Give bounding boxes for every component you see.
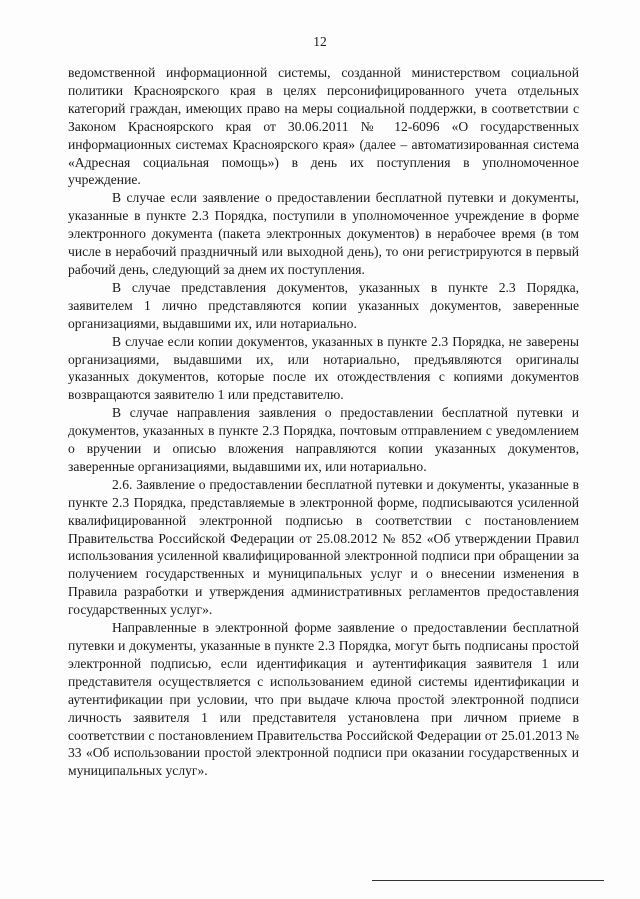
- document-body: [68, 64, 579, 780]
- paragraph-qualified-electronic-signature: 2.6. Заявление о предоставлении бесплатной путевки и документы, указанные в пункте 2.3 Порядка, представляемые в электронной форме, подписываются усиленной квалифицированной электронной подписью в соответствии с постановлением Правительства Российской Федерации от 25.08.2012 № 852 «Об утверждении Правил использования усиленной квалифицированной электронной подписи при обращении за получением государственных и муниципальных услуг и о внесении изменения в Правила разработки и утверждения административных регламентов предоставления государственных услуг».: [68, 476, 579, 618]
- paragraph-non-working-time-registration: В случае если заявление о предоставлении бесплатной путевки и документы, указанные в пункте 2.3 Порядка, поступили в уполномоченное учреждение в форме электронного документа (пакета электронных документов) в нерабочее время (в том числе в нерабочий праздничный или выходной день), то они регистрируются в первый рабочий день, следующий за днем их поступления.: [68, 190, 579, 277]
- paragraph-uncertified-copies: В случае если копии документов, указанных в пункте 2.3 Порядка, не заверены организациями, выдавшими их, или нотариально, предъявляются оригиналы указанных документов, которые после их отождествления с копиями документов возвращаются заявителю 1 или представителю.: [68, 333, 579, 403]
- paragraph-postal-submission: В случае направления заявления о предоставлении бесплатной путевки и документов, указанных в пункте 2.3 Порядка, почтовым отправлением с уведомлением о вручении и описью вложения направляются копии указанных документов, заверенные организациями, выдавшими их, или нотариально.: [68, 405, 579, 474]
- paragraph-automated-system-registration: ведомственной информационной системы, созданной министерством социальной политики Красноярского края в целях персонифицированного учета отдельных категорий граждан, имеющих право на меры социальной поддержки, в соответствии с Законом Красноярского края от 30.06.2011 № 12-6096 «О государственных информационных системах Красноярского края» (далее – автоматизированная система «Адресная социальная помощь») в день их поступления в уполномоченное учреждение.: [68, 65, 579, 188]
- paragraph-personal-submission-copies: В случае представления документов, указанных в пункте 2.3 Порядка, заявителем 1 лично представляются копии указанных документов, заверенные организациями, выдавшими их, или нотариально.: [68, 279, 579, 331]
- page-number: 12: [313, 34, 327, 49]
- footer-rule: [372, 880, 604, 881]
- paragraph-simple-electronic-signature: Направленные в электронной форме заявление о предоставлении бесплатной путевки и документы, указанные в пункте 2.3 Порядка, могут быть подписаны простой электронной подписью, если идентификация и аутентификация заявителя 1 или представителя осуществляется с использованием единой системы идентификации и аутентификации при условии, что при выдаче ключа простой электронной подписи личность заявителя 1 или представителя установлена при личном приеме в соответствии с постановлением Правительства Российской Федерации от 25.01.2013 № 33 «Об использовании простой электронной подписи при оказании государственных и муниципальных услуг».: [68, 620, 579, 779]
